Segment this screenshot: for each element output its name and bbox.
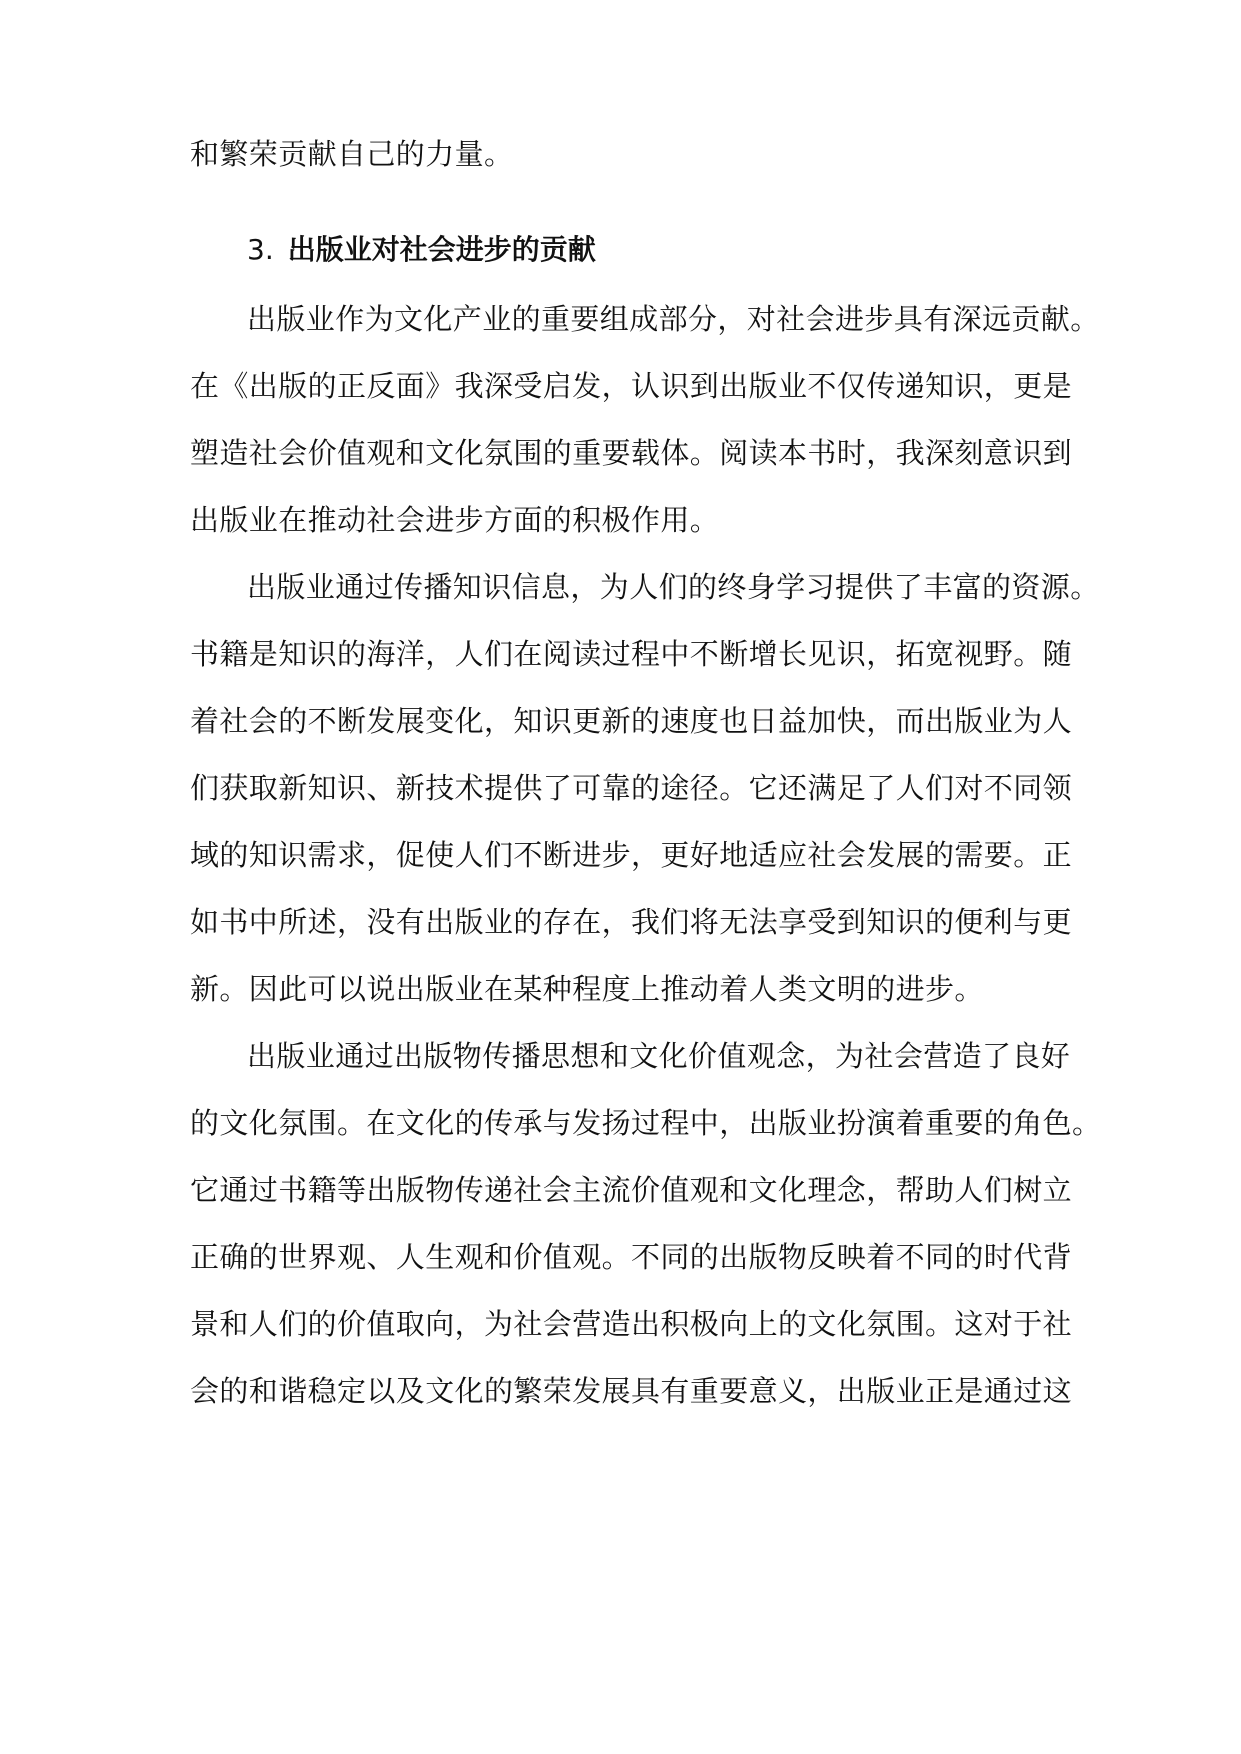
paragraph-1-line-2: 在《出版的正反面》我深受启发，认识到出版业不仅传递知识，更是 [190, 369, 1073, 403]
paragraph-3-line-5: 景和人们的价值取向，为社会营造出积极向上的文化氛围。这对于社 [190, 1307, 1073, 1341]
paragraph-3-line-2: 的文化氛围。在文化的传承与发扬过程中，出版业扮演着重要的角色。 [190, 1106, 1102, 1140]
section-heading [247, 230, 596, 270]
paragraph-2-line-3: 着社会的不断发展变化，知识更新的速度也日益加快，而出版业为人 [190, 704, 1073, 738]
section-title: 出版业对社会进步的贡献 [287, 233, 596, 266]
paragraph-2-line-7: 新。因此可以说出版业在某种程度上推动着人类文明的进步。 [190, 972, 984, 1006]
paragraph-3-line-3: 它通过书籍等出版物传递社会主流价值观和文化理念，帮助人们树立 [190, 1173, 1073, 1207]
paragraph-3-line-6: 会的和谐稳定以及文化的繁荣发展具有重要意义，出版业正是通过这 [190, 1374, 1073, 1408]
paragraph-1-line-4: 出版业在推动社会进步方面的积极作用。 [190, 503, 720, 537]
paragraph-2-line-5: 域的知识需求，促使人们不断进步，更好地适应社会发展的需要。正 [190, 838, 1073, 872]
paragraph-2-line-2: 书籍是知识的海洋，人们在阅读过程中不断增长见识，拓宽视野。随 [190, 637, 1073, 671]
paragraph-1-line-1: 出版业作为文化产业的重要组成部分，对社会进步具有深远贡献。 [247, 302, 1100, 336]
paragraph-2-line-6: 如书中所述，没有出版业的存在，我们将无法享受到知识的便利与更 [190, 905, 1073, 939]
paragraph-3-line-1: 出版业通过出版物传播思想和文化价值观念，为社会营造了良好 [247, 1039, 1071, 1073]
paragraph-2-line-1: 出版业通过传播知识信息，为人们的终身学习提供了丰富的资源。 [247, 570, 1100, 604]
paragraph-1-line-3: 塑造社会价值观和文化氛围的重要载体。阅读本书时，我深刻意识到 [190, 436, 1073, 470]
paragraph-3-line-4: 正确的世界观、人生观和价值观。不同的出版物反映着不同的时代背 [190, 1240, 1073, 1274]
carryover-text-line: 和繁荣贡献自己的力量。 [190, 137, 514, 171]
paragraph-2-line-4: 们获取新知识、新技术提供了可靠的途径。它还满足了人们对不同领 [190, 771, 1073, 805]
section-number: 3. [247, 233, 274, 266]
